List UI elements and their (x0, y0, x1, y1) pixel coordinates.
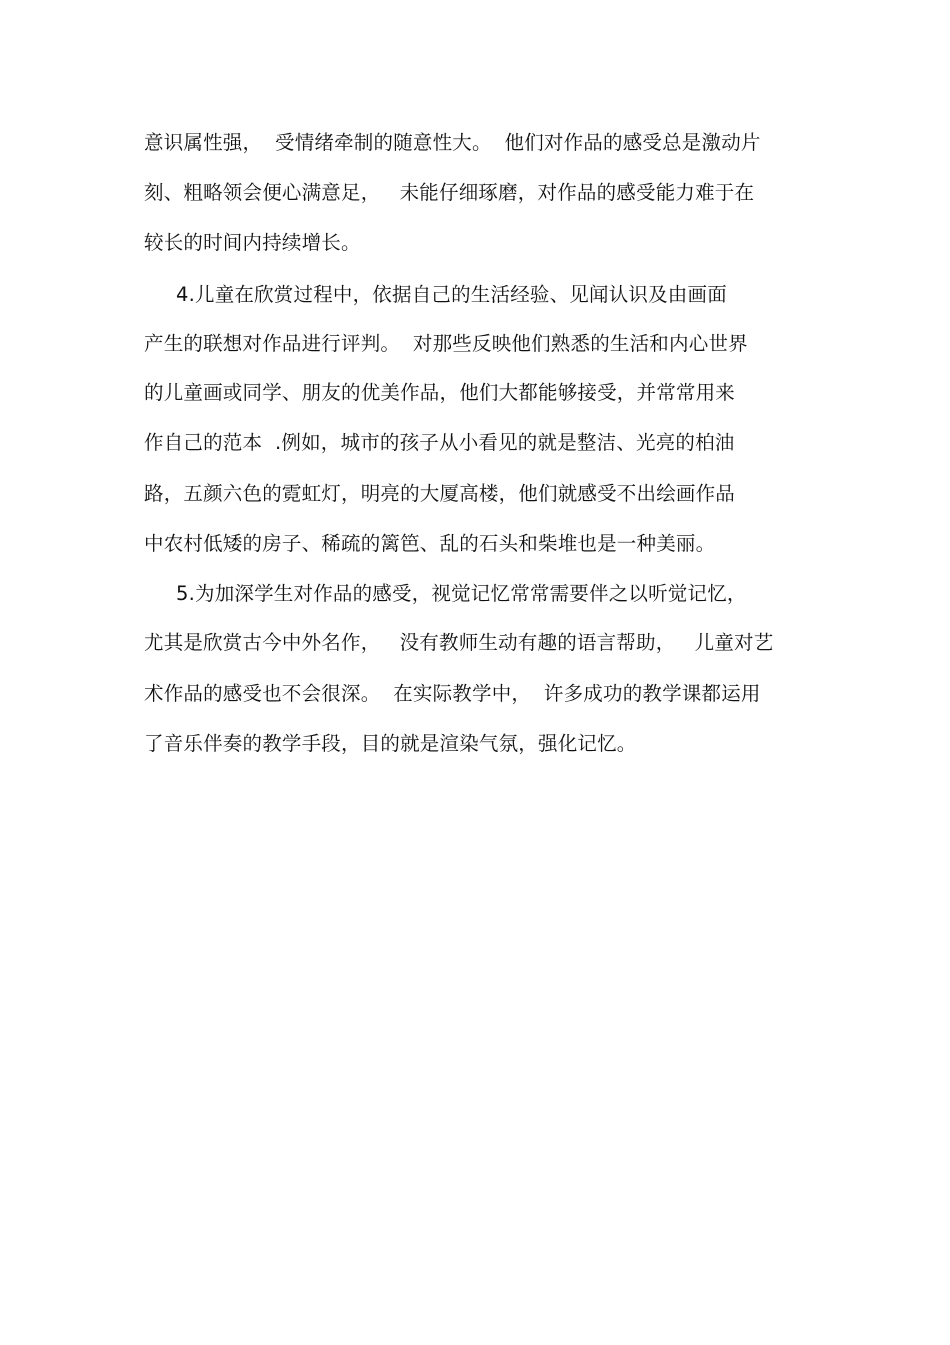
text-line: 了音乐伴奏的教学手段，目的就是渲染气氛，强化记忆。 (144, 732, 637, 755)
text-line: 尤其是欣赏古今中外名作， 没有教师生动有趣的语言帮助， 儿童对艺 (144, 631, 774, 654)
text-line: 中农村低矮的房子、稀疏的篱笆、乱的石头和柴堆也是一种美丽。 (144, 532, 716, 555)
text-line: 的儿童画或同学、朋友的优美作品，他们大都能够接受，并常常用来 (144, 381, 736, 404)
text-line: 路，五颜六色的霓虹灯，明亮的大厦高楼，他们就感受不出绘画作品 (144, 482, 736, 505)
text-line: 术作品的感受也不会很深。 在实际教学中， 许多成功的教学课都运用 (144, 682, 761, 705)
text-line: 较长的时间内持续增长。 (144, 231, 361, 254)
paragraph-start-line: 5.为加深学生对作品的感受，视觉记忆常常需要伴之以听觉记忆， (176, 582, 747, 605)
text-line: 作自己的范本 .例如，城市的孩子从小看见的就是整洁、光亮的柏油 (144, 431, 735, 454)
text-line: 刻、粗略领会便心满意足， 未能仔细琢磨，对作品的感受能力难于在 (144, 181, 755, 204)
paragraph-start-line: 4.儿童在欣赏过程中，依据自己的生活经验、见闻认识及由画面 (176, 283, 727, 306)
text-line: 意识属性强， 受情绪牵制的随意性大。 他们对作品的感受总是激动片 (144, 131, 761, 154)
text-line: 产生的联想对作品进行评判。 对那些反映他们熟悉的生活和内心世界 (144, 332, 748, 355)
